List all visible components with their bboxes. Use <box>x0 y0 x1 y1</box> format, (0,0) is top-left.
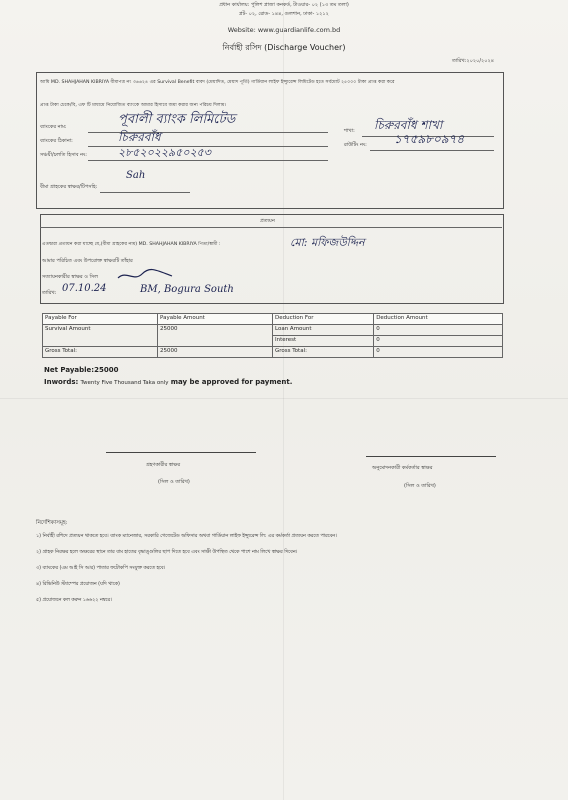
header-line-1: প্রধান কার্যালয়: পুলিশ প্লাজা কনকর্ড, টাওয়ার- ০২ (১৩ তম তলা) <box>219 2 349 8</box>
inwords-value: Twenty Five Thousand Taka only <box>80 380 169 386</box>
col-deduction-amount: Deduction Amount <box>374 314 503 325</box>
attestation-line-1: এতদ্বারা প্রত্যয়ন করা যাচ্ছে যে,(বীমা গ্রাহকের নাম) MD. SHAHJAHAN KIBRIYA পিতা/স্বামী : <box>42 242 221 247</box>
page-title: নির্বাহী রসিদ (Discharge Voucher) <box>222 43 346 52</box>
attestation-date-value: 07.10.24 <box>62 283 107 294</box>
fold-line <box>0 398 568 399</box>
deduction-total-label: Gross Total: <box>273 347 374 358</box>
branch-address-label: ব্যাংকের ঠিকানা: <box>40 138 73 144</box>
attestation-divider <box>40 227 502 228</box>
approver-signature-label: অনুমোদনকারী কর্মকর্তার স্বাক্ষর <box>372 465 433 471</box>
col-deduction-for: Deduction For <box>273 314 374 325</box>
routing-value: ১৭৫৯৮০৯৭৪ <box>394 132 465 146</box>
branch-address-value: চিরুরবাঁধ <box>118 130 161 144</box>
approver-signature-line <box>366 456 496 457</box>
deduction-total-amount: 0 <box>374 347 503 358</box>
attestation-line-3: সত্যায়নকারীর স্বাক্ষর ও সিল <box>42 274 98 280</box>
branch-name-label: শাখা: <box>344 128 355 134</box>
account-number-value: ২৮৫২০২২৯৫০২৫৩ <box>118 146 211 159</box>
inwords-tail: may be approved for payment. <box>170 378 293 386</box>
table-header-row <box>43 314 503 325</box>
deduction-amount-cell: 0 <box>374 336 503 347</box>
receiver-signature-sub: (সিল ও তারিখ) <box>158 479 190 485</box>
approver-signature-sub: (সিল ও তারিখ) <box>404 483 436 489</box>
attestation-line-2: আমার পরিচিত এবং উপরোক্ত স্বাক্ষরটি তাঁহার <box>42 258 133 264</box>
attestation-date-label: তারিখ: <box>42 290 57 296</box>
deduction-for-cell: Interest <box>273 336 374 347</box>
header-line-2: প্লট- ০২, রোড- ১৪৪, গুলশান, ঢাকা- ১২১২ <box>239 11 329 17</box>
account-number-label: সঞ্চয়ী/চলতি হিসাব নং: <box>40 152 87 158</box>
instruction-item: ২) গ্রাহক নিরক্ষর হলে অক্ষরের স্থানে তার বাম হাতের বৃদ্ধাঙ্গুলির ছাপ দিতে হবে এবং সাক্ষী উপস্থিত থেকে পাশে নাম লিখে স্বাক্ষর দিবেন। <box>36 550 298 555</box>
col-payable-for: Payable For <box>43 314 158 325</box>
instruction-item: ৩) ব্যাংকের (এম আই সি আর) পাতার ফটোকপি সংযুক্ত করতে হবে। <box>36 566 166 571</box>
intro-text: আমি MD. SHAHJAHAN KIBRIYA বীমাপত্র নং ৩৬৬২৪ এর Survival Benefit বাবদ (মেয়াদিত, মেয়াদ পূর্তি) গার্ডিয়ান লাইফ ইন্স্যুরেন্স লিমিটেড হতে সর্বমোট ২৫০০০ টাকা প্রাপ্ত করা করে <box>40 80 395 85</box>
inwords-line <box>44 378 292 386</box>
instruction-item: ১) নির্বাহী রশিদে প্রত্যয়ন থাকতে হবে। ব্যাংক ম্যানেজার, সরকারি গেজেটেড অফিসার অথবা গার্ডিয়ান লাইফ ইন্স্যুরেন্স লি: এর কর্মকর্তা প্রত্যয়ন করতে পারবেন। <box>36 534 337 539</box>
branch-name-value: চিরুরবাঁধ শাখা <box>374 118 443 132</box>
date-label: তারিখ:২০২০/২০২৪ <box>452 58 495 64</box>
gross-total-amount: 25000 <box>158 347 273 358</box>
col-payable-amount: Payable Amount <box>158 314 273 325</box>
payment-table <box>42 313 503 358</box>
table-total-row <box>43 347 503 358</box>
signature-line <box>100 192 190 193</box>
gross-total-label: Gross Total: <box>43 347 158 358</box>
father-name-value: মো: মফিজউদ্দিন <box>290 236 365 249</box>
payable-for-cell: Survival Amount <box>43 325 158 347</box>
instruction-item: ৫) প্রয়োজনে কল করুন ১৬৬২২ নম্বরে। <box>36 598 112 603</box>
inwords-label: Inwords: <box>44 378 79 386</box>
intro-text-2: প্রাপ্ত টাকা চেকে/বি, এফ টি মাধ্যমে নিয়োজিত ব্যাংকে আমার হিসাবে জমা করার জন্য পরিচয় দিলাম। <box>40 103 227 108</box>
website: Website: www.guardianlife.com.bd <box>227 26 341 34</box>
bank-name-label: ব্যাংকের নাম: <box>40 124 67 130</box>
attestation-place-value: BM, Bogura South <box>140 284 234 295</box>
net-payable: Net Payable:25000 <box>44 366 119 374</box>
instruction-item: ৪) রিভিনিউ স্ট্যাম্পের প্রয়োজন (যদি থাকে) <box>36 582 120 587</box>
deduction-for-cell: Loan Amount <box>273 325 374 336</box>
instructions-heading: নির্দেশিকাসমূহ: <box>36 520 68 526</box>
attestation-heading: প্রত্যয়ন <box>260 218 275 224</box>
table-row <box>43 325 503 336</box>
signature-label: বীমা গ্রাহকের স্বাক্ষর/টিপসহি: <box>40 184 98 190</box>
receiver-signature-line <box>106 452 256 453</box>
receiver-signature-label: গ্রহণকারীর স্বাক্ষর <box>146 462 181 468</box>
customer-signature: Sah <box>126 170 146 181</box>
attester-signature <box>116 266 176 284</box>
payable-amount-cell: 25000 <box>158 325 273 347</box>
routing-label: রাউটিং নং: <box>344 142 367 148</box>
bank-name-value: পূবালী ব্যাংক লিমিটেড <box>118 112 236 127</box>
deduction-amount-cell: 0 <box>374 325 503 336</box>
